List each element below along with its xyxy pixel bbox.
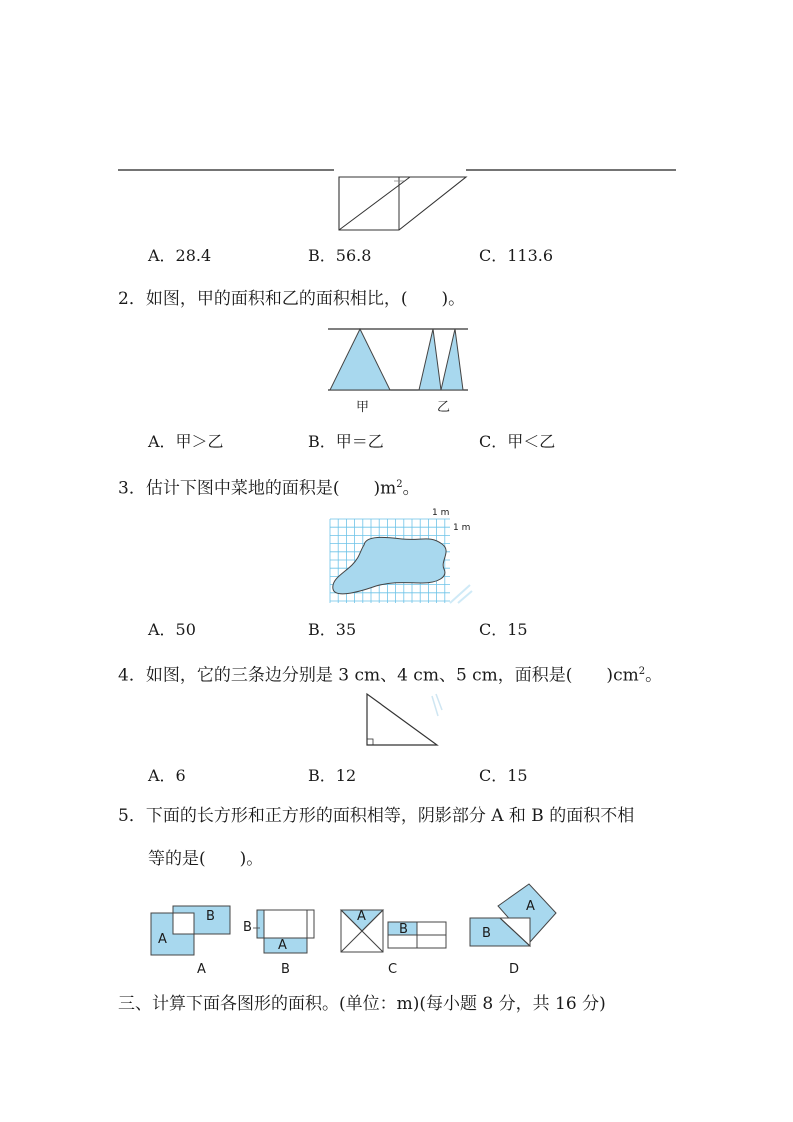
q3-stem: 3．估计下图中菜地的面积是( )$m^2$。	[118, 478, 420, 499]
q3-option-a[interactable]: A．50	[148, 620, 196, 639]
q5-figb-a: A	[278, 938, 287, 953]
q1-figure	[0, 0, 793, 240]
q4-option-a[interactable]: A．6	[148, 766, 186, 785]
q1-option-a[interactable]: A．28.4	[148, 246, 212, 265]
triangle-yi-left	[419, 329, 441, 390]
triangle-jia	[330, 329, 390, 390]
q4-stem: 4．如图，它的三条边分别是 3 cm、4 cm、5 cm，面积是( )$cm^2$。	[118, 665, 663, 686]
q5-figc-a: A	[357, 909, 366, 924]
q5-figa-a: A	[158, 932, 167, 947]
q3-option-b[interactable]: B．35	[308, 620, 357, 639]
vegetable-field-shape	[333, 537, 446, 593]
q5-figc-b: B	[399, 922, 408, 937]
q5-figb-caption: B	[281, 962, 290, 977]
q3-unit-side: 1 m	[453, 523, 471, 533]
q4-option-c[interactable]: C．15	[479, 766, 528, 785]
parallelogram-diagram	[0, 0, 793, 240]
vegetable-field-grid	[330, 505, 480, 605]
q3-unit-top: 1 m	[432, 508, 450, 518]
q2-label-jia: 甲	[356, 400, 370, 415]
q5-figc-caption: C	[388, 962, 398, 977]
triangle-yi-right	[441, 329, 463, 390]
q5-figure-a[interactable]	[151, 906, 230, 955]
q2-stem: 2．如图，甲的面积和乙的面积相比，( )。	[118, 289, 466, 309]
q2-label-yi: 乙	[437, 400, 451, 415]
q1-option-c[interactable]: C．113.6	[479, 246, 554, 265]
q3-option-c[interactable]: C．15	[479, 620, 528, 639]
q4-option-b[interactable]: B．12	[308, 766, 357, 785]
q5-stem-line1: 5．下面的长方形和正方形的面积相等，阴影部分 A 和 B 的面积不相	[118, 806, 635, 826]
q5-figa-caption: A	[197, 962, 206, 977]
q5-figd-caption: D	[509, 962, 520, 977]
q2-option-c[interactable]: C．甲＜乙	[479, 432, 556, 451]
right-triangle-diagram	[360, 688, 480, 758]
q5-figd-a: A	[526, 899, 535, 914]
q5-figd-b: B	[482, 926, 491, 941]
q1-option-b[interactable]: B．56.8	[308, 246, 372, 265]
section-3-title: 三、计算下面各图形的面积。(单位：m)(每小题 8 分，共 16 分)	[118, 994, 606, 1014]
q2-option-a[interactable]: A．甲＞乙	[148, 432, 224, 451]
q5-figa-b: B	[206, 909, 215, 924]
q5-stem-line2: 等的是( )。	[148, 849, 264, 869]
q2-triangles-diagram	[0, 320, 793, 440]
q2-option-b[interactable]: B．甲＝乙	[308, 432, 384, 451]
q5-figb-b: B	[243, 920, 252, 935]
